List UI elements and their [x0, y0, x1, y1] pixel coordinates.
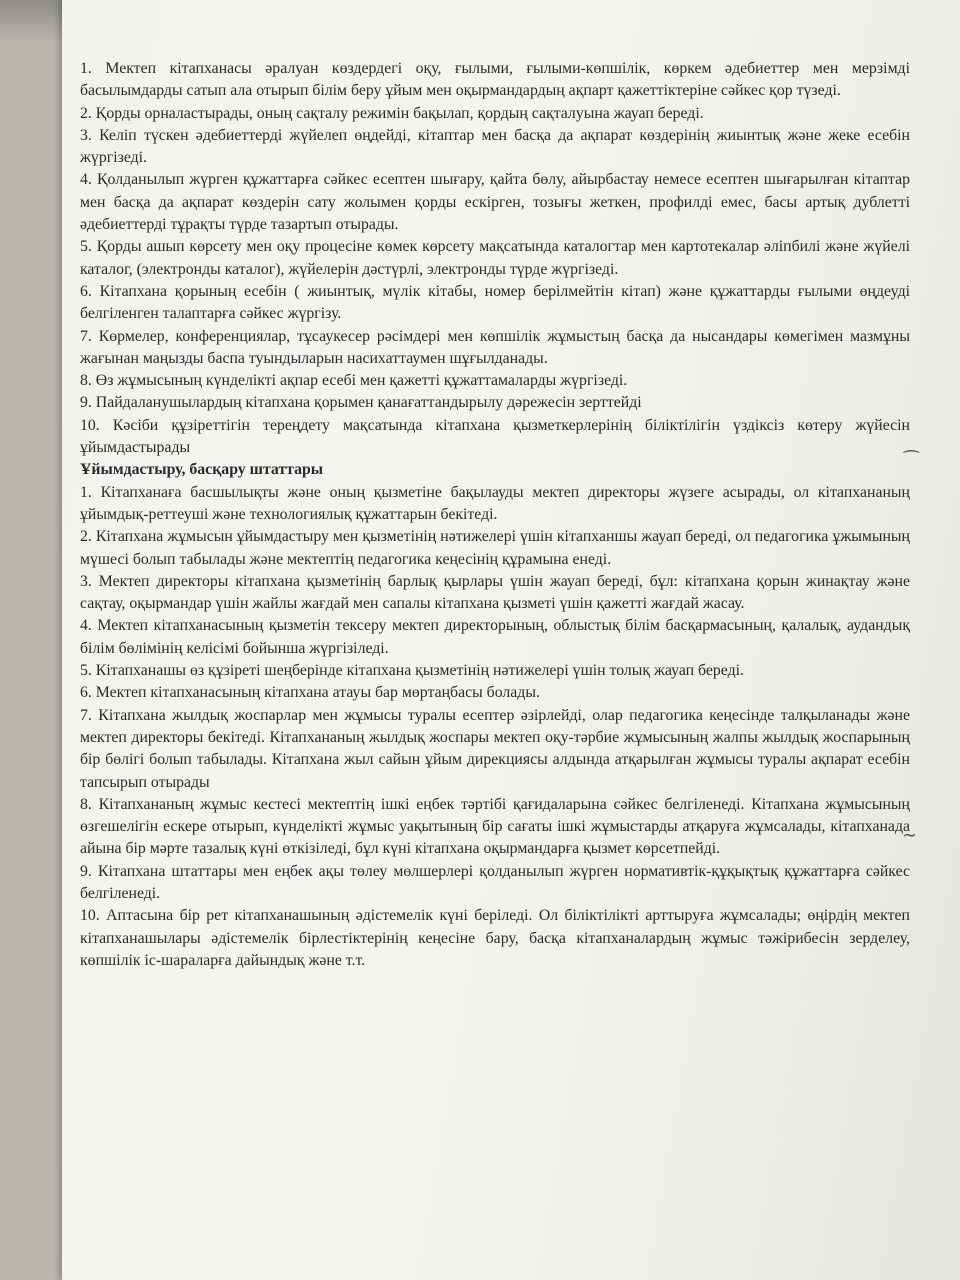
list-item: 4. Мектеп кітапханасының қызметін тексеру мектеп директорының, облыстық білім басқармасының, қалалық, аудандық білім бөлімінің келісімі бойынша жүргізіледі. [80, 617, 910, 657]
section-heading: Ұйымдастыру, басқару штаттары [80, 461, 324, 479]
list-item: 5. Кітапханашы өз құзіреті шеңберінде кітапхана қызметінің нәтижелері үшін толық жауап береді. [80, 662, 744, 680]
list-item: 1. Мектеп кітапханасы әралуан көздердегі оқу, ғылыми, ғылыми-көпшілік, көркем әдебиеттер мен мерзімді басылымдарды сатып ала отырып білім беру ұйым мен оқырмандардың ақпарт қажеттіктеріне сәйкес қор түзеді. [80, 60, 910, 100]
document-body [80, 58, 910, 972]
list-item: 4. Қолданылып жүрген құжаттарға сәйкес есептен шығару, қайта бөлу, айырбастау немесе есептен шығарылған кітаптар мен басқа да ақпарат көздерін сату жолымен қорды ескірген, тозығы жеткен, профилді емес, басы артық дублетті әдебиеттерді тұрақты түрде тазартып отырады. [80, 171, 910, 234]
list-item: 9. Пайдаланушылардың кітапхана қорымен қанағаттандырылу дәрежесін зерттейді [80, 394, 642, 412]
list-item: 6. Мектеп кітапханасының кітапхана атауы бар мөртаңбасы болады. [80, 684, 540, 702]
list-item: 7. Кітапхана жылдық жоспарлар мен жұмысы туралы есептер әзірлейді, олар педагогика кеңесінде талқыланады және мектеп директоры бекітеді. Кітапхананың жылдық жоспары мектеп оқу-тәрбие жұмысының жалпы жылдық жоспарының бір бөлігі болып табылады. Кітапхана жыл сайын ұйым дирекциясы алдында атқарылған жұмысы туралы ақпарат есебін тапсырып отырады [80, 706, 910, 791]
list-item: 2. Қорды орналастырады, оның сақталу режимін бақылап, қордың сақталуына жауап береді. [80, 104, 704, 122]
list-item: 10. Кәсіби құзіреттігін тереңдету мақсатында кітапхана қызметкерлерінің біліктілігін үздіксіз көтеру жүйесін ұйымдастырады [80, 416, 910, 457]
list-item: 3. Мектеп директоры кітапхана қызметінің барлық қырлары үшін жауап береді, бұл: кітапхана қорын жинақтау және сақтау, оқырмандар үшін жайлы жағдай мен сапалы кітапхана қызметі үшін қажетті жағдай жасау. [80, 572, 910, 613]
list-item: 1. Кітапханаға басшылықты және оның қызметіне бақылауды мектеп директоры жүзеге асырады, ол кітапхананың ұйымдық-реттеуші және технологиялық құжаттарын бекітеді. [80, 483, 910, 523]
list-item: 2. Кітапхана жұмысын ұйымдастыру мен қызметінің нәтижелері үшін кітапханшы жауап береді, ол педагогика ұжымының мүшесі болып табылады және мектептің педагогика кеңесінің құрамына енеді. [80, 528, 910, 568]
list-item: 8. Кітапхананың жұмыс кестесі мектептің ішкі еңбек тәртібі қағидаларына сәйкес белгіленеді. Кітапхана жұмысының өзгешелігін ескере отырып, күнделікті жұмыс уақытының бір сағаты ішкі жұмыстарды атқаруға жұмсалады, кітапханада айына бір мәрте тазалық күні өткізіледі, бұл күні кітапхана оқырмандарға қызмет көрсетпейді. [80, 795, 910, 858]
list-item: 8. Өз жұмысының күнделікті ақпар есебі мен қажетті құжаттамаларды жүргізеді. [80, 372, 628, 390]
list-item: 10. Аптасына бір рет кітапханашының әдістемелік күні беріледі. Ол біліктілікті арттыруға жұмсалады; өңірдің мектеп кітапханашылары әдістемелік бірлестіктерінің кеңесіне бару, басқа кітапханалардың жұмыс тәжірибесін зерделеу, көпшілік іс-шараларға дайындық және т.т. [80, 907, 910, 969]
list-item: 5. Қорды ашып көрсету мен оқу процесіне көмек көрсету мақсатында каталогтар мен картотекалар әліпбилі және жүйелі каталог, (электронды каталог), жүйелерін дәстүрлі, электронды түрде жүргізеді. [80, 238, 910, 278]
pen-mark: ∼ [902, 825, 918, 845]
pen-mark: ⁀ [904, 451, 919, 471]
list-item: 3. Келіп түскен әдебиеттерді жүйелеп өңдейді, кітаптар мен басқа да ақпарат көздерінің жиынтық және жеке есебін жүргізеді. [80, 126, 910, 167]
list-item: 6. Кітапхана қорының есебін ( жиынтық, мүлік кітабы, номер берілмейтін кітап) және құжаттарды ғылыми өңдеуді белгіленген талаптарға сәйкес жүргізу. [80, 282, 910, 323]
list-item: 7. Көрмелер, конференциялар, тұсаукесер рәсімдері мен көпшілік жұмыстың басқа да нысандары көмегімен мазмұны жағынан маңызды баспа туындыларын насихаттаумен шұғылданады. [80, 327, 910, 367]
list-item: 9. Кітапхана штаттары мен еңбек ақы төлеу мөлшерлері қолданылып жүрген нормативтік-құқықтық құжаттарға сәйкес белгіленеді. [80, 862, 910, 902]
